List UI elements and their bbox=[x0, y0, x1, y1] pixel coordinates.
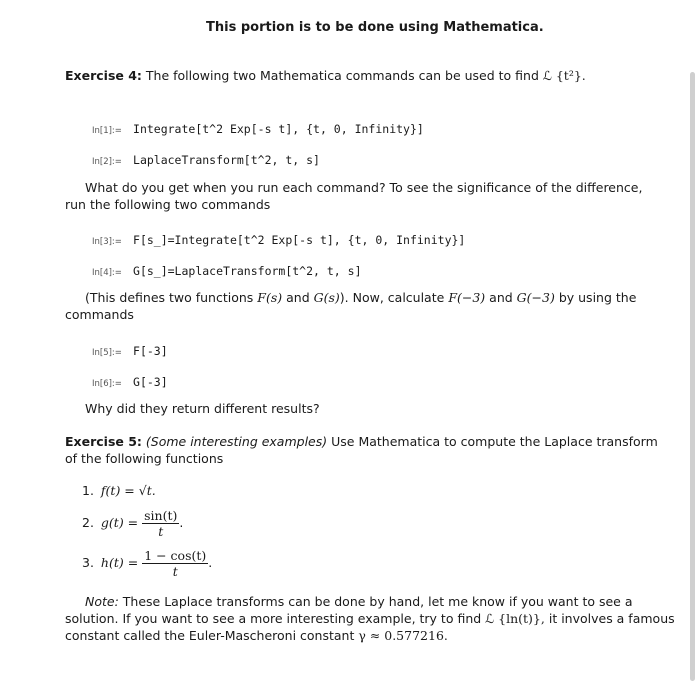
input-label: In[5]:= bbox=[92, 348, 122, 358]
input-label: In[6]:= bbox=[92, 379, 122, 389]
defines-text: and bbox=[489, 290, 513, 305]
fraction bbox=[142, 548, 208, 579]
code-line: F[-3] bbox=[133, 344, 168, 358]
list-item bbox=[82, 483, 156, 498]
fraction bbox=[142, 508, 179, 539]
page-title: This portion is to be done using Mathematica. bbox=[206, 20, 544, 35]
defines-text: ). Now, calculate bbox=[339, 290, 445, 305]
exercise-4-label: Exercise 4: bbox=[65, 68, 142, 83]
input-cell-1[interactable] bbox=[92, 118, 424, 137]
list-item bbox=[82, 508, 183, 539]
input-label: In[3]:= bbox=[92, 237, 122, 247]
note-text: These Laplace transforms can be done by hand, let me know if you want to see a bbox=[122, 594, 633, 609]
note-math: γ ≈ 0.577216. bbox=[358, 628, 448, 643]
exercise-5-intro bbox=[65, 434, 658, 449]
note-text: solution. If you want to see a more interesting example, try to find bbox=[65, 611, 482, 626]
input-label: In[4]:= bbox=[92, 268, 122, 278]
note-line-3 bbox=[65, 628, 448, 643]
exercise-5-intro-text: Use Mathematica to compute the Laplace transform bbox=[331, 434, 658, 449]
input-cell-5[interactable] bbox=[92, 340, 168, 359]
input-cell-6[interactable] bbox=[92, 371, 168, 390]
scrollbar-thumb[interactable] bbox=[690, 72, 695, 681]
note-label: Note: bbox=[85, 594, 119, 609]
defines-text: and bbox=[286, 290, 310, 305]
code-line: G[s_]=LaplaceTransform[t^2, t, s] bbox=[133, 264, 362, 278]
exercise-5-label: Exercise 5: bbox=[65, 434, 142, 449]
denominator: t bbox=[172, 564, 178, 579]
math-F-s: F(s) bbox=[257, 290, 283, 305]
list-number: 3. bbox=[82, 555, 94, 570]
code-line: G[-3] bbox=[133, 375, 168, 389]
numerator: sin(t) bbox=[144, 508, 178, 523]
input-label: In[2]:= bbox=[92, 157, 122, 167]
input-label: In[1]:= bbox=[92, 126, 122, 136]
note-line-1 bbox=[85, 594, 633, 609]
note-math: ℒ {ln(t)}, bbox=[485, 611, 545, 626]
note-line-2 bbox=[65, 611, 675, 626]
numerator: 1 − cos(t) bbox=[144, 548, 207, 563]
formula-tail: . bbox=[208, 555, 213, 570]
formula-lhs: h(t) = bbox=[100, 555, 139, 570]
question-line-2: run the following two commands bbox=[65, 197, 271, 212]
exercise-4-intro-text: The following two Mathematica commands can be used to find bbox=[145, 68, 539, 83]
defines-text: by using the bbox=[558, 290, 637, 305]
why-question: Why did they return different results? bbox=[85, 401, 320, 416]
code-line: LaplaceTransform[t^2, t, s] bbox=[133, 153, 320, 167]
note-text: constant called the Euler-Mascheroni constant bbox=[65, 628, 355, 643]
formula-lhs: g(t) = bbox=[100, 515, 139, 530]
denominator: t bbox=[158, 524, 164, 539]
exercise-5-subtitle: (Some interesting examples) bbox=[145, 434, 328, 449]
note-text: it involves a famous bbox=[548, 611, 675, 626]
defines-line-1 bbox=[85, 290, 636, 305]
formula-tail: . bbox=[179, 515, 184, 530]
question-line-1: What do you get when you run each command? To see the significance of the difference, bbox=[85, 180, 643, 195]
defines-line-2: commands bbox=[65, 307, 134, 322]
code-line: Integrate[t^2 Exp[-s t], {t, 0, Infinity}] bbox=[133, 122, 424, 136]
exercise-5-intro-line-2: of the following functions bbox=[65, 451, 224, 466]
list-item bbox=[82, 548, 212, 579]
exercise-4-intro bbox=[65, 68, 586, 83]
defines-text: (This defines two functions bbox=[85, 290, 254, 305]
math-G-neg3: G(−3) bbox=[516, 290, 555, 305]
input-cell-2[interactable] bbox=[92, 149, 320, 168]
code-line: F[s_]=Integrate[t^2 Exp[-s t], {t, 0, Infinity}] bbox=[133, 233, 466, 247]
list-number: 1. bbox=[82, 483, 94, 498]
list-number: 2. bbox=[82, 515, 94, 530]
math-G-s: G(s) bbox=[313, 290, 340, 305]
input-cell-4[interactable] bbox=[92, 260, 362, 279]
input-cell-3[interactable] bbox=[92, 229, 465, 248]
exercise-4-intro-math: ℒ {t²}. bbox=[542, 68, 586, 83]
math-F-neg3: F(−3) bbox=[448, 290, 486, 305]
formula: f(t) = √t. bbox=[100, 483, 156, 498]
